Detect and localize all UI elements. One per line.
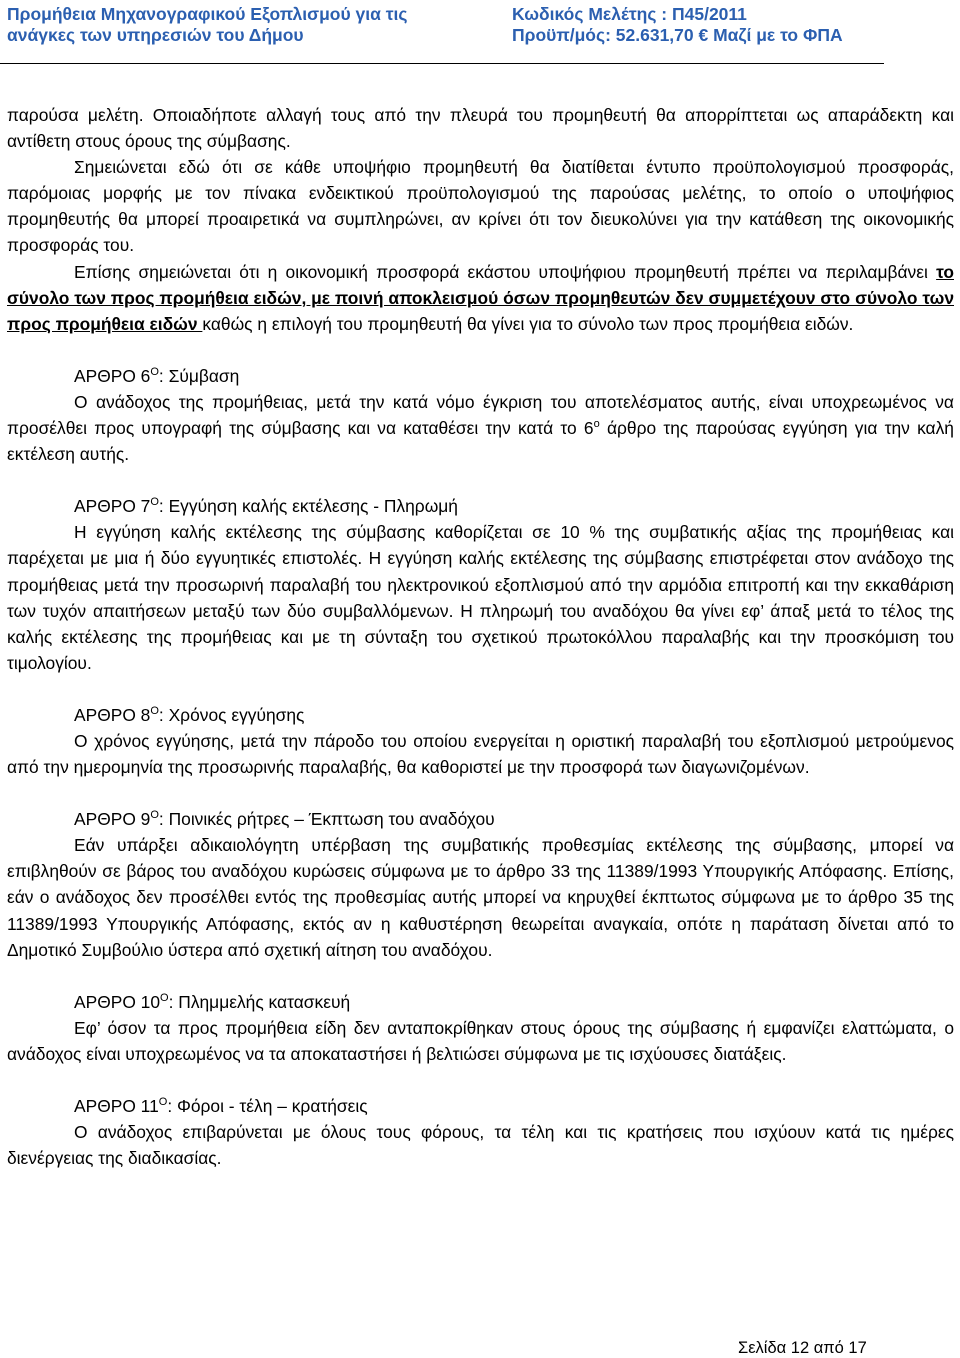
page-number: Σελίδα 12 από 17 (738, 1339, 867, 1357)
header-budget: Προϋπ/μός: 52.631,70 € Μαζί με το ΦΠΑ (512, 25, 843, 45)
article-6-title: : Σύμβαση (158, 365, 240, 386)
spacer (7, 467, 954, 493)
paragraph-intro-3-start: Επίσης σημειώνεται ότι η οικονομική προσφορά εκάστου υποψήφιου προμηθευτή πρέπει να περιλαμβάνει (74, 261, 937, 282)
header-study-code: Κωδικός Μελέτης : Π45/2011 (512, 4, 747, 24)
article-heading-7 (74, 493, 954, 519)
article-6-text-a: Ο ανάδοχος της προμήθειας, μετά την κατά νόμο έγκριση του αποτελέσματος αυτής, είναι υποχρεωμένος να προσέλθει προς υπογραφή της σύμβασης και να καταθέσει την κατά το 6 (7, 391, 954, 439)
paragraph-intro-3-emphasis: το σύνολο των προς προμήθεια ειδών, με ποινή αποκλεισμού όσων προμηθευτών δεν συμμετέχουν στο σύνολο των προς προμήθεια ειδών (7, 261, 954, 334)
paragraph-intro-3 (7, 259, 954, 337)
article-6-text (7, 389, 954, 467)
header-left (7, 4, 487, 46)
spacer (7, 676, 954, 702)
article-heading-10 (74, 989, 954, 1015)
article-8-number: ΑΡΘΡΟ 8 (74, 704, 151, 725)
article-10-text: Εφ’ όσον τα προς προμήθεια είδη δεν ανταποκρίθηκαν στους όρους της σύμβασης ή εμφανίζει ελαττώματα, ο ανάδοχος είναι υποχρεωμένος να τα αποκαταστήσει ή βελτιώσει σύμφωνα με τις ισχύουσες διατάξεις. (7, 1017, 954, 1064)
article-11-number: ΑΡΘΡΟ 11 (74, 1096, 159, 1116)
article-7-ordinal: Ο (150, 496, 159, 509)
header-project-title: Προμήθεια Μηχανογραφικού Εξοπλισμού για τις (7, 4, 408, 24)
header-divider (0, 63, 884, 64)
article-7-text: Η εγγύηση καλής εκτέλεσης της σύμβασης καθορίζεται σε 10 % της συμβατικής αξίας της προμήθειας και παρέχεται με μια ή δύο εγγυητικές επιστολές. Η εγγύηση καλής εκτέλεσης της σύμβασης επιστρέφεται στον ανάδοχο της προμήθειας μετά την προσωρινή παραλαβή του ηλεκτρονικού εξοπλισμού από την αρμόδια επιτροπή και την εκκαθάριση των τυχόν απαιτήσεων μεταξύ των δύο συμβαλλόμενων. Η πληρωμή του αναδόχου θα γίνει εφ’ άπαξ μετά το τέλος της καλής εκτέλεσης της προμήθειας και με τη σύνταξη του σχετικού πρωτοκόλλου παραλαβής και την προσκόμιση του τιμολογίου. (7, 522, 954, 673)
header-right (512, 4, 952, 46)
article-9-text: Εάν υπάρξει αδικαιολόγητη υπέρβαση της συμβατικής προθεσμίας εκτέλεσης της σύμβασης, μπορεί να επιβληθούν σε βάρος του αναδόχου κυρώσεις σύμφωνα με το άρθρο 33 της 11389/1993 Υπουργικής Απόφασης. Επίσης, εάν ο ανάδοχος δεν προσέλθει εντός της προθεσμίας αυτής μπορεί να κηρυχθεί έκπτωτος σύμφωνα με το άρθρο 35 της 11389/1993 Υπουργικής Απόφασης, εκτός αν η καθυστέρηση θεωρείται αναγκαία, οπότε η παράταση δίνεται από το Δημοτικό Συμβούλιο ύστερα από σχετική αίτηση του αναδόχου. (7, 835, 954, 960)
spacer (7, 780, 954, 806)
article-11-text: Ο ανάδοχος επιβαρύνεται με όλους τους φόρους, τα τέλη και τις κρατήσεις που ισχύουν κατά τις ημέρες διενέργειας της διαδικασίας. (7, 1122, 954, 1169)
spacer (7, 963, 954, 989)
article-6-text-ordinal: ο (593, 418, 600, 431)
article-9-number: ΑΡΘΡΟ 9 (74, 809, 151, 830)
article-10-ordinal: Ο (160, 991, 169, 1004)
page-header (0, 0, 960, 64)
paragraph-intro-3-end: καθώς η επιλογή του προμηθευτή θα γίνει για το σύνολο των προς προμήθεια ειδών. (202, 313, 854, 334)
document-body (7, 102, 954, 1171)
article-8-title: : Χρόνος εγγύησης (158, 704, 305, 725)
paragraph-intro-1: παρούσα μελέτη. Οποιαδήποτε αλλαγή τους από την πλευρά του προμηθευτή θα απορρίπτεται ως απαράδεκτη και αντίθετη στους όρους της σύμβασης. (7, 105, 954, 152)
article-8-text: Ο χρόνος εγγύησης, μετά την πάροδο του οποίου ενεργείται η οριστική παραλαβή του εξοπλισμού μετρούμενος από την ημερομηνία της προσωρινής παραλαβής, θα καθοριστεί με την προσφορά των διαγωνιζομένων. (7, 730, 954, 778)
spacer (7, 1067, 954, 1093)
article-9-title: : Ποινικές ρήτρες – Έκπτωση του αναδόχου (158, 809, 495, 830)
article-9-ordinal: Ο (150, 809, 159, 822)
article-heading-11 (74, 1093, 954, 1119)
article-heading-8 (74, 702, 954, 728)
header-project-subtitle: ανάγκες των υπηρεσιών του Δήμου (7, 25, 304, 45)
article-heading-9 (74, 806, 954, 832)
article-11-ordinal: Ο (158, 1096, 168, 1109)
article-10-title: : Πλημμελής κατασκευή (168, 991, 351, 1012)
article-6-text-b: άρθρο της παρούσας εγγύηση για την καλή εκτέλεση αυτής. (7, 418, 954, 465)
spacer (7, 337, 954, 363)
article-6-ordinal: Ο (150, 366, 159, 379)
paragraph-intro-2: Σημειώνεται εδώ ότι σε κάθε υποψήφιο προμηθευτή θα διατίθεται έντυπο προϋπολογισμού προσφοράς, παρόμοιας μορφής με τον πίνακα ενδεικτικού προϋπολογισμού της παρούσας μελέτης, το οποίο ο υποψήφιος προμηθευτής θα μπορεί προαιρετικά να συμπληρώνει, αν κρίνει ότι τον διευκολύνει για την κατάθεση της οικονομικής προσφοράς του. (7, 157, 954, 256)
article-6-number: ΑΡΘΡΟ 6 (74, 365, 151, 386)
article-8-ordinal: Ο (150, 705, 159, 718)
article-11-title: : Φόροι - τέλη – κρατήσεις (167, 1096, 368, 1116)
article-10-number: ΑΡΘΡΟ 10 (74, 991, 161, 1012)
article-heading-6 (74, 363, 954, 389)
article-7-title: : Εγγύηση καλής εκτέλεσης - Πληρωμή (158, 496, 458, 517)
article-7-number: ΑΡΘΡΟ 7 (74, 496, 151, 517)
